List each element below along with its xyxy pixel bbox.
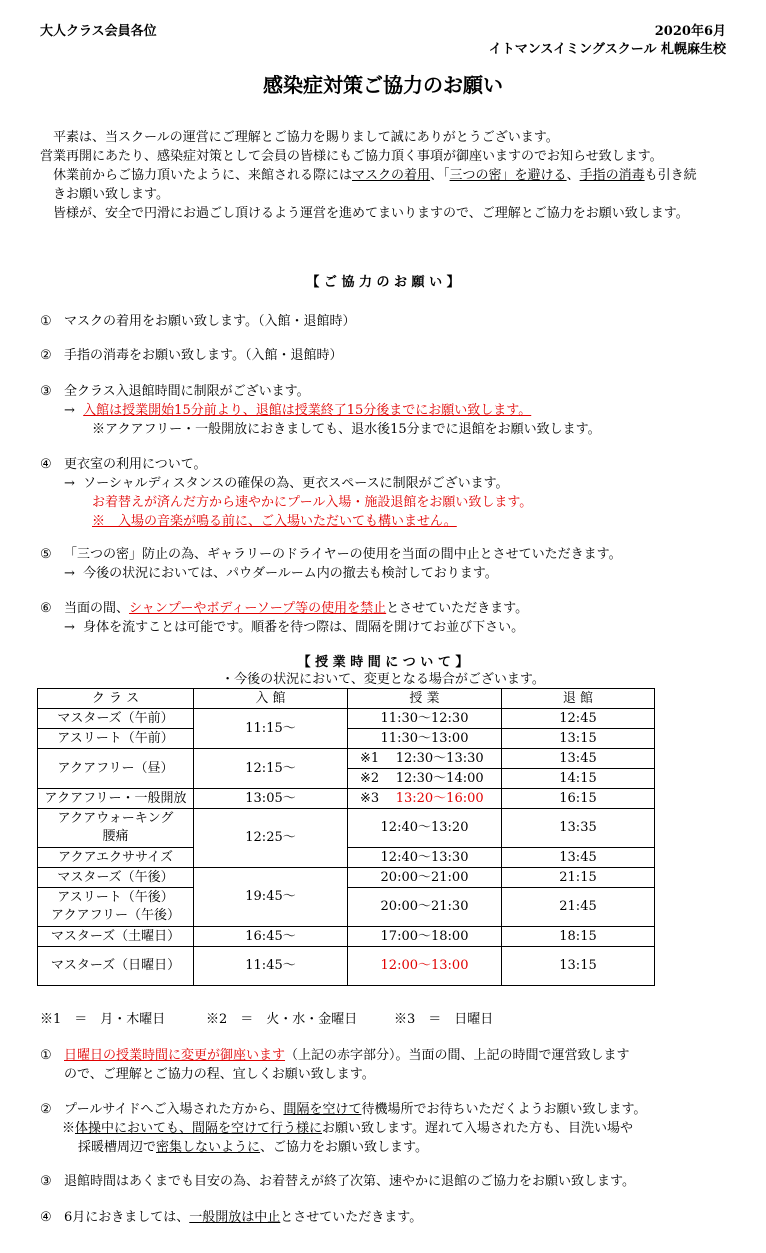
class-cell: マスターズ（午後）: [38, 868, 194, 888]
legend-mark-3: ※3 ＝ 日曜日: [394, 1012, 494, 1027]
exit-cell: 18:15: [502, 927, 655, 947]
exit-cell: 13:45: [502, 749, 655, 769]
request-text: 更衣室の利用について。: [64, 457, 207, 472]
note-text: 、ご協力をお願い致します。: [260, 1140, 428, 1155]
note-number: ①: [40, 1048, 52, 1063]
table-row: [38, 868, 655, 888]
note-text: ので、ご理解とご協力の程、宜しくお願い致します。: [64, 1067, 375, 1082]
page-title: 感染症対策ご協力のお願い: [263, 73, 503, 97]
lesson-time: 12:30～13:30: [395, 750, 484, 766]
request-red-text: シャンプーやボディーソープ等の使用を禁止: [129, 601, 387, 616]
entry-cell: 13:05～: [194, 789, 348, 809]
intro-line-2: 営業再開にあたり、感染症対策として会員の皆様にもご協力頂く事項が御座いますのでお知らせ致します。: [40, 149, 663, 164]
class-cell: [38, 888, 194, 927]
mark-label: ※3: [360, 790, 380, 806]
exit-cell: 13:35: [502, 809, 655, 848]
request-6: [40, 599, 700, 637]
table-row: [38, 789, 655, 809]
note-text: 採暖槽周辺で: [78, 1140, 157, 1155]
lesson-cell-changed: 12:00～13:00: [348, 947, 502, 986]
note-text: プールサイドへご入場された方から、: [64, 1102, 284, 1117]
note-number: ④: [40, 1210, 52, 1225]
intro-text: 、: [566, 168, 580, 183]
lesson-cell: [348, 749, 502, 769]
class-name: アスリート（午後）: [57, 890, 174, 905]
request-text: 当面の間、: [64, 601, 130, 616]
request-note: ※アクアフリー・一般開放におきましても、退水後15分までに退館をお願い致します。: [92, 422, 601, 437]
request-4: [40, 455, 700, 531]
exit-cell: 21:45: [502, 888, 655, 927]
table-row: [38, 749, 655, 769]
lesson-cell: 11:30～13:00: [348, 729, 502, 749]
table-row: [38, 927, 655, 947]
request-3: [40, 382, 700, 439]
exit-cell: 13:15: [502, 729, 655, 749]
entry-cell: 16:45～: [194, 927, 348, 947]
issue-date: 2020年6月: [654, 24, 726, 39]
lesson-cell: 11:30～12:30: [348, 709, 502, 729]
header-class: ク ラ ス: [38, 689, 194, 709]
note-underline: 一般開放は中止: [189, 1210, 281, 1225]
note-number: ③: [40, 1174, 52, 1189]
header-entry: 入 館: [194, 689, 348, 709]
note-3: [40, 1172, 740, 1191]
lesson-cell: 12:40～13:30: [348, 848, 502, 868]
class-name: アクアフリー（午後）: [50, 908, 181, 923]
note-text: （上記の赤字部分）。当面の間、上記の時間で運営致します: [285, 1048, 630, 1063]
intro-paragraph: [40, 128, 700, 223]
intro-underline-3c: 三つの密」を避ける: [449, 168, 567, 183]
request-detail: ソーシャルディスタンスの確保の為、更衣スペースに制限がございます。: [83, 476, 509, 491]
mark-label: ※2: [360, 770, 380, 786]
mark-label: ※1: [360, 750, 380, 766]
request-text: 手指の消毒をお願い致します。（入館・退館時）: [64, 348, 343, 363]
arrow-icon: →: [64, 403, 75, 418]
schedule-note: ・今後の状況において、変更となる場合がございます。: [221, 672, 545, 687]
lesson-cell: 20:00～21:00: [348, 868, 502, 888]
entry-cell: 12:25～: [194, 809, 348, 868]
intro-line-3: [40, 166, 700, 204]
request-detail: 身体を流すことは可能です。順番を待つ際は、間隔を開けてお並び下さい。: [83, 620, 525, 635]
table-row: [38, 809, 655, 848]
exit-cell: 12:45: [502, 709, 655, 729]
request-red-text: ※ 入場の音楽が鳴る前に、ご入場いただいても構いません。: [92, 514, 457, 529]
lesson-time-changed: 13:20～16:00: [395, 790, 484, 806]
class-cell: [38, 809, 194, 848]
intro-line-4: 皆様が、安全で円滑にお過ごし頂けるよう運営を進めてまいりますので、ご理解とご協力をお願い致します。: [53, 206, 689, 221]
intro-line-1: 平素は、当スクールの運営にご理解とご協力を賜りまして誠にありがとうございます。: [53, 130, 559, 145]
exit-cell: 21:15: [502, 868, 655, 888]
intro-text: 、「: [430, 168, 450, 183]
class-name: アクアウォーキング: [57, 811, 174, 826]
exit-cell: 13:15: [502, 947, 655, 986]
note-4: [40, 1208, 700, 1227]
request-red-text: 入館は授業開始15分前より、退館は授業終了15分後までに: [83, 403, 429, 418]
header-lesson: 授 業: [348, 689, 502, 709]
intro-underline-disinfect: 手指の消毒: [579, 168, 645, 183]
note-text: ※: [62, 1121, 76, 1136]
arrow-icon: →: [64, 476, 75, 491]
lesson-time: 12:30～14:00: [395, 770, 484, 786]
table-row: [38, 709, 655, 729]
request-detail: 今後の状況においては、パウダールーム内の撤去も検討しております。: [83, 566, 498, 581]
class-cell: アクアフリー・一般開放: [38, 789, 194, 809]
request-number: ②: [40, 348, 52, 363]
request-number: ④: [40, 457, 52, 472]
schedule-table: [37, 688, 655, 986]
audience-label: 大人クラス会員各位: [40, 24, 157, 39]
note-number: ②: [40, 1102, 52, 1117]
note-text: 6月におきましては、: [64, 1210, 190, 1225]
arrow-icon: →: [64, 566, 75, 581]
note-red-text: 日曜日の授業時間に変更が御座います: [64, 1048, 286, 1063]
note-underline: 体操中においても、間隔を空けて行う様に: [75, 1121, 323, 1136]
request-text: マスクの着用をお願い致します。（入館・退館時）: [64, 314, 356, 329]
request-number: ⑤: [40, 547, 52, 562]
legend-mark-1: ※1 ＝ 月・木曜日: [40, 1012, 166, 1027]
request-5: [40, 545, 740, 583]
request-number: ①: [40, 314, 52, 329]
note-1: [40, 1046, 720, 1084]
request-text: 全クラス入退館時間に制限がございます。: [64, 384, 310, 399]
request-1: [40, 312, 700, 331]
request-text: とさせていただきます。: [386, 601, 529, 616]
lesson-cell: 17:00～18:00: [348, 927, 502, 947]
intro-text: も引き続きお願い致します。: [53, 168, 697, 202]
schedule-heading: 【 授 業 時 間 に つ い て 】: [297, 655, 469, 670]
class-cell: アスリート（午前）: [38, 729, 194, 749]
request-red-text: お願い致します。: [428, 403, 532, 418]
note-2: [40, 1100, 720, 1157]
entry-cell: 11:45～: [194, 947, 348, 986]
arrow-icon: →: [64, 620, 75, 635]
exit-cell: 14:15: [502, 769, 655, 789]
note-text: お願い致します。遅れて入場された方も、目洗い場や: [322, 1121, 633, 1136]
note-underline: 間隔を空けて: [283, 1102, 362, 1117]
lesson-cell: [348, 769, 502, 789]
entry-cell: 12:15～: [194, 749, 348, 789]
class-cell: マスターズ（日曜日）: [38, 947, 194, 986]
class-name: 腰痛: [102, 829, 129, 844]
intro-text: 休業前からご協力頂いたように、来館される際には: [53, 168, 353, 183]
request-number: ⑥: [40, 601, 52, 616]
entry-cell: 19:45～: [194, 868, 348, 927]
request-number: ③: [40, 384, 52, 399]
class-cell: アクアエクササイズ: [38, 848, 194, 868]
request-heading: 【 ご 協 力 の お 願 い 】: [306, 275, 460, 290]
lesson-cell: [348, 789, 502, 809]
legend-mark-2: ※2 ＝ 火・水・金曜日: [206, 1012, 358, 1027]
class-cell: マスターズ（午前）: [38, 709, 194, 729]
entry-cell: 11:15～: [194, 709, 348, 749]
lesson-cell: 20:00～21:30: [348, 888, 502, 927]
class-cell: アクアフリー（昼）: [38, 749, 194, 789]
header-exit: 退 館: [502, 689, 655, 709]
exit-cell: 16:15: [502, 789, 655, 809]
request-text: 「三つの密」防止の為、ギャラリーのドライヤーの使用を当面の間中止とさせていただきます。: [64, 547, 622, 562]
note-text: とさせていただきます。: [280, 1210, 423, 1225]
note-text: 退館時間はあくまでも目安の為、お着替えが終了次第、速やかに退館のご協力をお願い致します。: [64, 1174, 635, 1189]
request-2: [40, 346, 700, 365]
exit-cell: 13:45: [502, 848, 655, 868]
note-underline: 密集しないように: [156, 1140, 261, 1155]
request-red-text: お着替えが済んだ方から速やかにプール入場・施設退館をお願い致します。: [92, 495, 533, 510]
note-text: 待機場所でお待ちいただくようお願い致します。: [361, 1102, 647, 1117]
intro-underline-mask: マスクの着用: [352, 168, 431, 183]
table-header-row: [38, 689, 655, 709]
school-name: イトマンスイミングスクール 札幌麻生校: [488, 42, 726, 57]
table-row: [38, 947, 655, 986]
lesson-cell: 12:40～13:20: [348, 809, 502, 848]
class-cell: マスターズ（土曜日）: [38, 927, 194, 947]
